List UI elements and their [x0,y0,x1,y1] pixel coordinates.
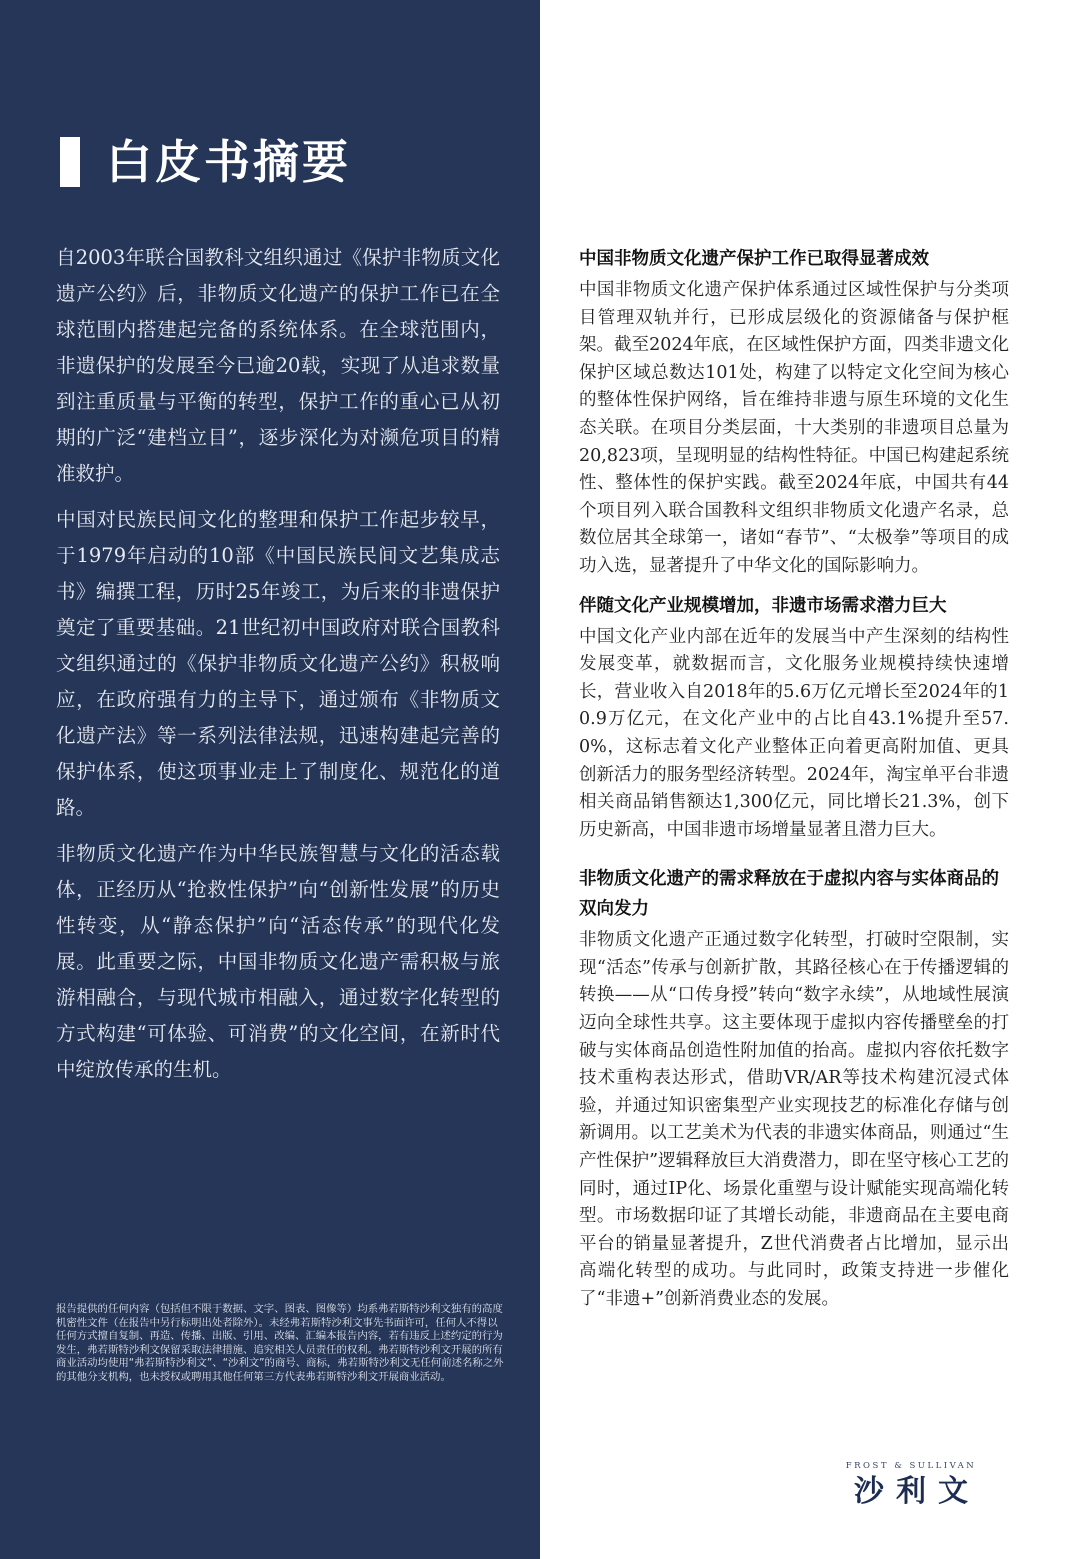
section-heading: 非物质文化遗产的需求释放在于虚拟内容与实体商品的双向发力 [579,869,999,920]
page-title: 白皮书摘要 [106,135,351,189]
logo-chinese-name: 沙利文 [854,1474,980,1509]
intro-paragraph-2: 中国对民族民间文化的整理和保护工作起步较早，于1979年启动的10部《中国民族民间文艺集成志书》编撰工程，历时25年竣工，为后来的非遗保护奠定了重要基础。21世纪初中国政府对联合国教科文组织通过的《保护非物质文化遗产公约》积极响应，在政府强有力的主导下，通过颁布《非物质文化遗产法》等一系列法律法规，迅速构建起完善的保护体系，使这项事业走上了制度化、规范化的道路。 [56,508,500,819]
intro-paragraph-1: 自2003年联合国教科文组织通过《保护非物质文化遗产公约》后，非物质文化遗产的保护工作已在全球范围内搭建起完备的系统体系。在全球范围内，非遗保护的发展至今已逾20载，实现了从追求数量到注重质量与平衡的转型，保护工作的重心已从初期的广泛“建档立目”，逐步深化为对濒危项目的精准救护。 [56,246,500,485]
section-demand-release [579,864,1009,1313]
title-block [60,134,351,190]
section-heading: 伴随文化产业规模增加，非遗市场需求潜力巨大 [579,595,947,616]
logo-english-name: FROST & SULLIVAN [845,1461,977,1471]
section-body: 非物质文化遗产正通过数字化转型，打破时空限制，实现“活态”传承与创新扩散，其路径核心在于传播逻辑的转换——从“口传身授”转向“数字永续”，从地域性展演迈向全球性共享。这主要体现于虚拟内容传播壁垒的打破与实体商品创造性附加值的抬高。虚拟内容依托数字技术重构表达形式，借助VR/AR等技术构建沉浸式体验，并通过知识密集型产业实现技艺的标准化存储与创新调用。以工艺美术为代表的非遗实体商品，则通过“生产性保护”逻辑释放巨大消费潜力，即在坚守核心工艺的同时，通过IP化、场景化重塑与设计赋能实现高端化转型。市场数据印证了其增长动能，非遗商品在主要电商平台的销量显著提升，Z世代消费者占比增加，显示出高端化转型的成功。与此同时，政策支持进一步催化了“非遗+”创新消费业态的发展。 [579,930,1009,1309]
title-accent-bar [60,137,80,187]
intro-text [56,240,500,1098]
section-market-demand [579,591,1009,845]
section-heading: 中国非物质文化遗产保护工作已取得显著成效 [579,249,929,269]
frost-sullivan-logo [836,1460,986,1512]
disclaimer: 报告提供的任何内容（包括但不限于数据、文字、图表、图像等）均系弗若斯特沙利文独有的高度机密性文件（在报告中另行标明出处者除外）。未经弗若斯特沙利文事先书面许可，任何人不得以任何方式擅自复制、再造、传播、出版、引用、改编、汇编本报告内容，若有违反上述约定的行为发生，弗若斯特沙利文保留采取法律措施、追究相关人员责任的权利。弗若斯特沙利文开展的所有商业活动均使用“弗若斯特沙利文”、“沙利文”的商号、商标，弗若斯特沙利文无任何前述名称之外的其他分支机构，也未授权或聘用其他任何第三方代表弗若斯特沙利文开展商业活动。 [56,1303,504,1383]
intro-paragraph-3: 非物质文化遗产作为中华民族智慧与文化的活态载体，正经历从“抢救性保护”向“创新性发展”的历史性转变，从“静态保护”向“活态传承”的现代化发展。此重要之际，中国非物质文化遗产需积极与旅游相融合，与现代城市相融入，通过数字化转型的方式构建“可体验、可消费”的文化空间，在新时代中绽放传承的生机。 [56,842,500,1081]
right-column [579,244,1009,1314]
section-achievements [579,244,1009,581]
section-body: 中国非物质文化遗产保护体系通过区域性保护与分类项目管理双轨并行，已形成层级化的资源储备与保护框架。截至2024年底，在区域性保护方面，四类非遗文化保护区域总数达101处，构建了以特定文化空间为核心的整体性保护网络，旨在维持非遗与原生环境的文化生态关联。在项目分类层面，十大类别的非遗项目总量为20,823项，呈现明显的结构性特征。中国已构建起系统性、整体性的保护实践。截至2024年底，中国共有44个项目列入联合国教科文组织非物质文化遗产名录，总数位居其全球第一，诸如“春节”、“太极拳”等项目的成功入选，显著提升了中华文化的国际影响力。 [579,280,1009,576]
section-body: 中国文化产业内部在近年的发展当中产生深刻的结构性发展变革，就数据而言，文化服务业规模持续快速增长，营业收入自2018年的5.6万亿元增长至2024年的10.9万亿元，在文化产业中的占比自43.1%提升至57.0%，这标志着文化产业整体正向着更高附加值、更具创新活力的服务型经济转型。2024年，淘宝单平台非遗相关商品销售额达1,300亿元，同比增长21.3%，创下历史新高，中国非遗市场增量显著且潜力巨大。 [579,626,1009,840]
